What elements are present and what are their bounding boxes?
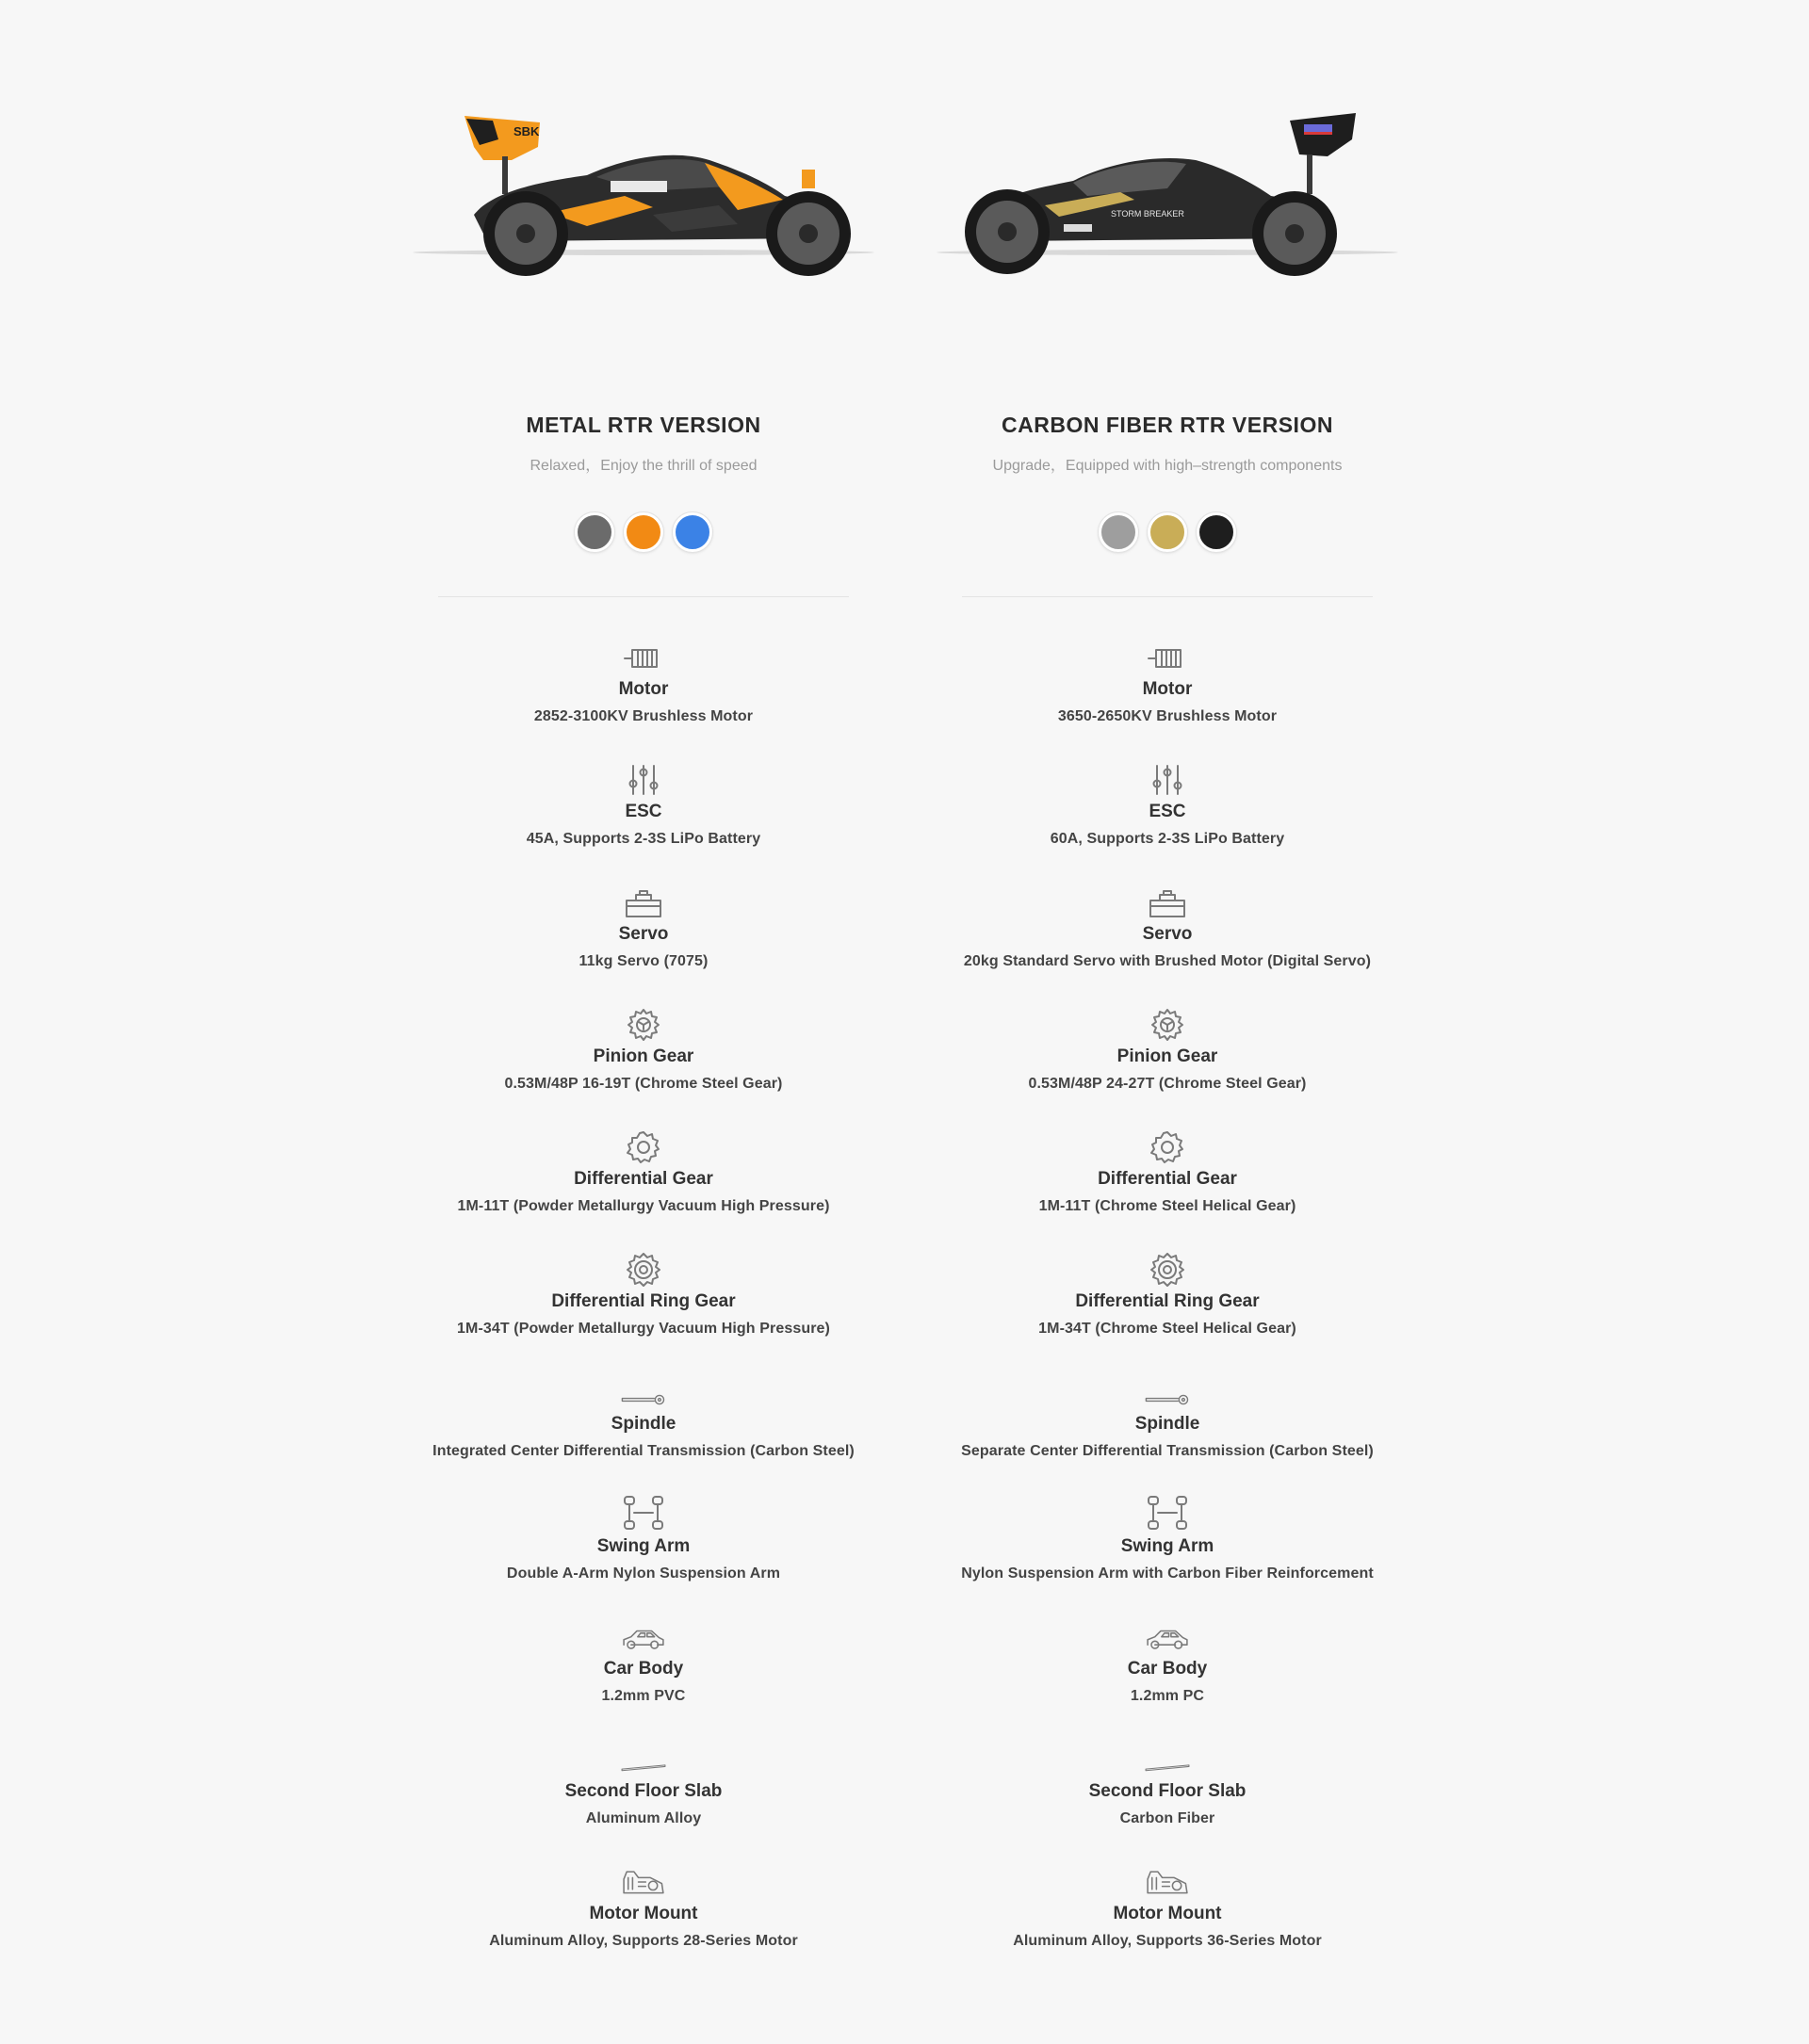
divider — [438, 596, 849, 597]
spec-label: Differential Ring Gear — [1075, 1291, 1260, 1311]
spec-label: Servo — [618, 924, 669, 944]
spec-label: Pinion Gear — [593, 1046, 694, 1066]
spec-value: 1M-34T (Chrome Steel Helical Gear) — [1038, 1321, 1296, 1337]
spec-item — [964, 885, 1371, 1008]
pinion-gear-icon — [621, 1008, 666, 1042]
version-subtitle: Upgrade，Equipped with high–strength components — [992, 458, 1343, 474]
spec-label: Swing Arm — [596, 1536, 691, 1556]
spec-item — [432, 1375, 855, 1498]
spec-label: Differential Gear — [1098, 1169, 1237, 1189]
esc-sliders-icon — [1145, 763, 1190, 797]
spec-item — [457, 1253, 830, 1375]
wing-logo-text: SBK — [513, 124, 540, 138]
divider — [962, 596, 1373, 597]
spec-item — [534, 641, 753, 763]
color-swatches — [1099, 512, 1236, 552]
version-title: METAL RTR VERSION — [526, 413, 761, 437]
spec-value: Aluminum Alloy — [585, 1810, 702, 1826]
color-swatch-orange[interactable] — [624, 512, 663, 552]
spec-value: Separate Center Differential Transmission (Carbon Steel) — [961, 1443, 1374, 1459]
body-decal-text: STORM BREAKER — [1111, 209, 1184, 219]
spec-label: Pinion Gear — [1116, 1046, 1218, 1066]
spec-item — [961, 1375, 1374, 1498]
spec-label: Second Floor Slab — [564, 1781, 723, 1801]
metal-buggy-illustration — [408, 102, 879, 290]
spec-value: 20kg Standard Servo with Brushed Motor (Digital Servo) — [963, 953, 1372, 969]
spec-label: ESC — [625, 802, 662, 821]
spec-value: Aluminum Alloy, Supports 36-Series Motor — [1013, 1933, 1322, 1949]
spec-label: Motor — [618, 679, 669, 699]
color-swatch-blue[interactable] — [673, 512, 712, 552]
spec-label: Differential Gear — [574, 1169, 713, 1189]
spec-value: 3650-2650KV Brushless Motor — [1057, 708, 1278, 724]
ring-gear-icon — [621, 1253, 666, 1287]
spec-value: 45A, Supports 2-3S LiPo Battery — [526, 831, 761, 847]
spec-item — [504, 1008, 782, 1130]
spec-item — [489, 1865, 798, 1987]
swing-arm-icon — [1145, 1498, 1190, 1532]
differential-gear-icon — [1145, 1130, 1190, 1164]
spec-item — [1058, 641, 1277, 763]
spec-value: 2852-3100KV Brushless Motor — [533, 708, 754, 724]
motor-mount-icon — [621, 1865, 666, 1899]
spec-label: Car Body — [1127, 1659, 1208, 1679]
ring-gear-icon — [1145, 1253, 1190, 1287]
spec-item — [961, 1498, 1374, 1620]
spec-value: Aluminum Alloy, Supports 28-Series Motor — [489, 1933, 798, 1949]
car-body-icon — [621, 1620, 666, 1654]
version-subtitle: Relaxed，Enjoy the thrill of speed — [530, 458, 758, 474]
color-swatches — [575, 512, 712, 552]
metal-version-column — [351, 0, 936, 1987]
version-title: CARBON FIBER RTR VERSION — [1002, 413, 1333, 437]
spec-item — [527, 763, 761, 885]
spec-item — [602, 1620, 686, 1743]
spec-label: Car Body — [603, 1659, 684, 1679]
spindle-icon — [1145, 1375, 1190, 1409]
spec-label: Differential Ring Gear — [551, 1291, 736, 1311]
spec-value: Carbon Fiber — [1119, 1810, 1215, 1826]
spec-label: Motor Mount — [589, 1904, 698, 1923]
spec-item — [457, 1130, 829, 1253]
spec-value: 1M-11T (Chrome Steel Helical Gear) — [1038, 1198, 1296, 1214]
servo-icon — [621, 885, 666, 919]
spec-item — [1051, 763, 1285, 885]
spec-label: Spindle — [611, 1414, 676, 1434]
servo-icon — [1145, 885, 1190, 919]
spec-item — [1039, 1130, 1296, 1253]
spec-value: 1M-34T (Powder Metallurgy Vacuum High Pressure) — [457, 1321, 830, 1337]
pinion-gear-icon — [1145, 1008, 1190, 1042]
spec-label: Spindle — [1134, 1414, 1200, 1434]
spec-value: Nylon Suspension Arm with Carbon Fiber Reinforcement — [961, 1565, 1374, 1582]
spec-item — [1013, 1865, 1322, 1987]
metal-car-image — [408, 102, 879, 290]
spec-label: Servo — [1142, 924, 1193, 944]
differential-gear-icon — [621, 1130, 666, 1164]
spec-item — [1128, 1620, 1207, 1743]
swing-arm-icon — [621, 1498, 666, 1532]
spec-label: Motor Mount — [1113, 1904, 1222, 1923]
spindle-icon — [621, 1375, 666, 1409]
spec-value: 1.2mm PVC — [601, 1688, 686, 1704]
spec-value: 0.53M/48P 16-19T (Chrome Steel Gear) — [504, 1076, 783, 1092]
spec-item — [579, 885, 709, 1008]
spec-item — [507, 1498, 780, 1620]
carbon-buggy-illustration — [932, 102, 1403, 290]
spec-list — [961, 641, 1374, 1987]
spec-item — [1038, 1253, 1296, 1375]
color-swatch-black[interactable] — [1197, 512, 1236, 552]
carbon-car-image — [932, 102, 1403, 290]
color-swatch-silver[interactable] — [1099, 512, 1138, 552]
spec-value: 1M-11T (Powder Metallurgy Vacuum High Pressure) — [457, 1198, 830, 1214]
spec-item — [1029, 1008, 1307, 1130]
spec-value: 0.53M/48P 24-27T (Chrome Steel Gear) — [1028, 1076, 1307, 1092]
spec-value: 1.2mm PC — [1130, 1688, 1205, 1704]
spec-label: Motor — [1142, 679, 1193, 699]
motor-mount-icon — [1145, 1865, 1190, 1899]
spec-value: 60A, Supports 2-3S LiPo Battery — [1050, 831, 1285, 847]
floor-slab-icon — [1145, 1743, 1190, 1776]
floor-slab-icon — [621, 1743, 666, 1776]
spec-label: ESC — [1149, 802, 1186, 821]
color-swatch-gold[interactable] — [1148, 512, 1187, 552]
spec-item — [565, 1743, 723, 1865]
spec-label: Swing Arm — [1120, 1536, 1214, 1556]
spec-value: Double A-Arm Nylon Suspension Arm — [506, 1565, 781, 1582]
spec-list — [432, 641, 855, 1987]
motor-icon — [621, 641, 666, 674]
color-swatch-gray[interactable] — [575, 512, 614, 552]
esc-sliders-icon — [621, 763, 666, 797]
spec-label: Second Floor Slab — [1088, 1781, 1247, 1801]
spec-value: Integrated Center Differential Transmission (Carbon Steel) — [432, 1443, 855, 1459]
spec-item — [1089, 1743, 1247, 1865]
motor-icon — [1145, 641, 1190, 674]
carbon-version-column — [875, 0, 1459, 1987]
car-body-icon — [1145, 1620, 1190, 1654]
spec-value: 11kg Servo (7075) — [579, 953, 709, 969]
